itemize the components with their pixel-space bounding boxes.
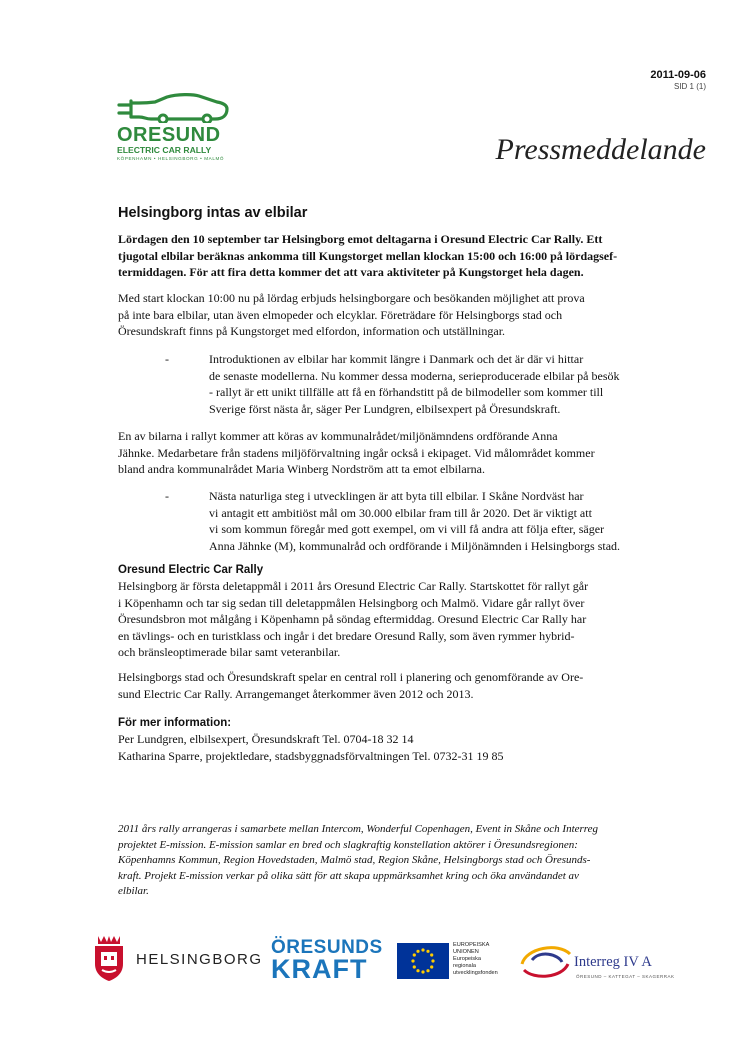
text-line: En av bilarna i rallyt kommer att köras av kommunalrådet/miljönämndens ordförande Anna <box>118 429 558 443</box>
footnote <box>118 822 630 900</box>
oresund-rally-logo <box>117 93 235 163</box>
oresundskraft-line1: ÖRESUNDS <box>271 937 383 958</box>
document-type-title: Pressmeddelande <box>495 133 706 166</box>
logo-cities: KÖPENHAMN • HELSINGBORG • MALMÖ <box>117 156 225 161</box>
text-line: vi som kommun föregår med gott exempel, om vi vill få andra att följa efter, säger <box>209 522 605 536</box>
oresundskraft-logo <box>271 939 383 982</box>
text-line: utvecklingsfonden <box>453 970 498 976</box>
text-line: Med start klockan 10:00 nu på lördag erbjuds helsingborgare och besökanden möjlighet att prova <box>118 291 585 305</box>
text-line: regionala <box>453 963 477 969</box>
text-line: termiddagen. För att fira detta kommer det att vara aktiviteter på Kungstorget hela dagen. <box>118 265 584 279</box>
page-number: SID 1 (1) <box>673 82 706 91</box>
text-line: på inte bara elbilar, utan även elmopeder och elcyklar. Företrädare för Helsingborgs stad och <box>118 307 563 322</box>
text-line: UNIONEN <box>453 949 479 955</box>
helsingborg-crest-icon <box>92 934 126 982</box>
text-line: Helsingborg är första deletappmål i 2011 års Oresund Electric Car Rally. Startskottet för rallyt går <box>118 579 589 593</box>
paragraph-organizers <box>118 669 630 702</box>
text-line: bland andra kommunalrådet Maria Winberg Nordström att ta emot elbilarna. <box>118 462 485 476</box>
text-line: elbilar. <box>118 885 149 897</box>
interreg-wordmark: Interreg IV A <box>574 954 652 970</box>
text-line: vi antagit ett ambitiöst mål om 30.000 elbilar fram till år 2020. Det är viktigt att <box>209 505 592 520</box>
oresundskraft-line2: KRAFT <box>271 954 368 984</box>
text-line: de senaste modellerna. Nu kommer dessa moderna, serieproducerade elbilar på besök <box>209 368 620 383</box>
eu-flag-icon <box>397 943 449 979</box>
lead-paragraph <box>118 231 630 281</box>
helsingborg-wordmark: HELSINGBORG <box>136 951 263 968</box>
text-line: Sverige först nästa år, säger Per Lundgren, elbilsexpert på Öresundskraft. <box>209 401 561 416</box>
text-line: i Köpenhamn och tar sig sedan till deletappmålen Helsingborg och Malmö. Vidare går rallyt över <box>118 595 585 610</box>
text-line: Nästa naturliga steg i utvecklingen är att byta till elbilar. I Skåne Nordväst har <box>209 489 584 503</box>
text-line: kraft. Projekt E-mission verkar på olika sätt för att skapa uppmärksamhet kring och öka användandet av <box>118 869 579 882</box>
document-date: 2011-09-06 <box>650 69 706 81</box>
electric-car-plug-icon <box>117 93 229 123</box>
text-line: Europeiska <box>453 956 481 962</box>
text-line: Helsingborgs stad och Öresundskraft spelar en central roll i planering och genomförande av Ore- <box>118 670 584 684</box>
section-title: Oresund Electric Car Rally <box>118 564 264 576</box>
text-line: Öresundsbron mot målgång i Köpenhamn på söndag eftermiddag. Oresund Electric Car Rally har <box>118 612 587 626</box>
text-line: Köpenhamns Kommun, Region Hovedstaden, Malmö stad, Region Skåne, Helsingborgs stad och Öresunds- <box>118 854 591 866</box>
text-line: projektet E-mission. E-mission samlar en bred och slagkraftig konstellation aktörer i Öresundsregionen: <box>118 838 578 851</box>
contact-item: Per Lundgren, elbilsexpert, Öresundskraft Tel. 0704-18 32 14 <box>118 732 414 746</box>
quote-anna-jahnke <box>209 488 629 554</box>
text-line: EUROPEISKA <box>453 942 490 948</box>
paragraph-intro <box>118 290 630 340</box>
text-line: en tävlings- och en turistklass och ingår i det bredare Oresund Rally, som även rymmer hybrid- <box>118 628 575 643</box>
quote-dash: - <box>165 489 169 503</box>
paragraph-rally <box>118 578 630 661</box>
logo-subtitle: ELECTRIC CAR RALLY <box>117 145 212 155</box>
text-line: 2011 års rally arrangeras i samarbete mellan Intercom, Wonderful Copenhagen, Event in Skåne och Interreg <box>118 823 599 835</box>
text-line: Öresundskraft finns på Kungstorget med elfordon, information och utställningar. <box>118 324 506 338</box>
interreg-swirl-icon <box>518 940 574 982</box>
eu-fund-text <box>453 942 509 977</box>
info-title: För mer information: <box>118 717 232 729</box>
interreg-region: ÖRESUND – KATTEGAT – SKAGERRAK <box>576 974 675 979</box>
text-line: och bränsleoptimerade bilar samt veteranbilar. <box>118 645 341 659</box>
text-line: Lördagen den 10 september tar Helsingborg emot deltagarna i Oresund Electric Car Rally. Ett <box>118 232 603 246</box>
paragraph-anna-jahnke <box>118 428 630 478</box>
contact-item: Katharina Sparre, projektledare, stadsbyggnadsförvaltningen Tel. 0732-31 19 85 <box>118 748 504 763</box>
contact-list <box>118 731 630 764</box>
text-line: Introduktionen av elbilar har kommit längre i Danmark och det är där vi hittar <box>209 352 584 366</box>
quote-dash: - <box>165 352 169 366</box>
text-line: Jähnke. Medarbetare från stadens miljöförvaltning ingår också i ekipaget. Vid målområdet kommer <box>118 445 595 460</box>
text-line: tjugotal elbilar beräknas ankomma till Kungstorget mellan klockan 15:00 och 16:00 på lördagsef- <box>118 248 618 263</box>
logo-brand: ORESUND <box>117 124 221 146</box>
text-line: sund Electric Car Rally. Arrangemanget återkommer även 2012 och 2013. <box>118 686 474 701</box>
quote-per-lundgren <box>209 351 629 417</box>
article-headline: Helsingborg intas av elbilar <box>118 205 308 221</box>
text-line: - rallyt är ett unikt tillfälle att få en förhandstitt på de bilmodeller som kommer till <box>209 385 604 399</box>
text-line: Anna Jähnke (M), kommunalråd och ordförande i Miljönämnden i Helsingborgs stad. <box>209 538 621 553</box>
